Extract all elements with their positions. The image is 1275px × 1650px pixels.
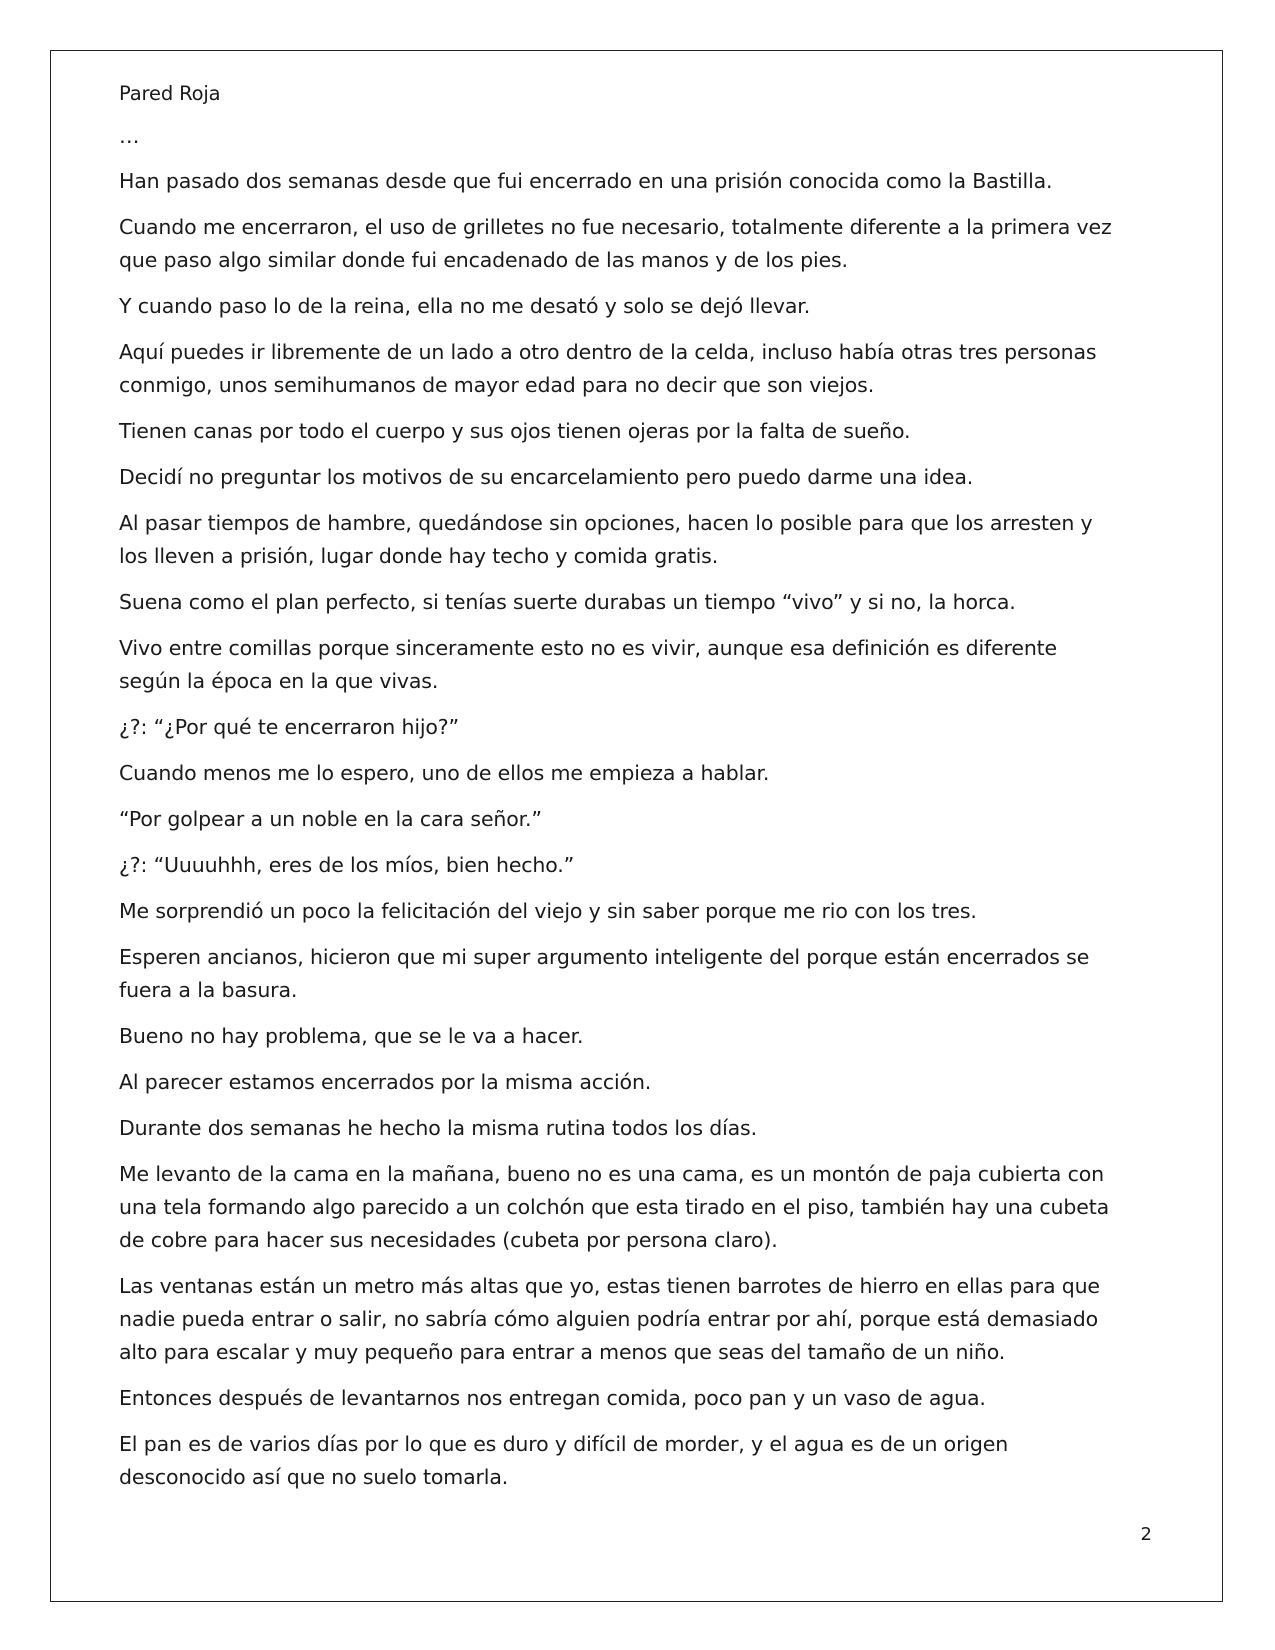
paragraph: Han pasado dos semanas desde que fui encerrado en una prisión conocida como la Bastilla. <box>119 169 1053 193</box>
paragraph: Al pasar tiempos de hambre, quedándose sin opciones, hacen lo posible para que los arresten y los lleven a prisión, lugar donde hay techo y comida gratis. <box>119 511 1093 568</box>
paragraph: Decidí no preguntar los motivos de su encarcelamiento pero puedo darme una idea. <box>119 465 974 489</box>
paragraph: Aquí puedes ir libremente de un lado a otro dentro de la celda, incluso había otras tres personas conmigo, unos semihumanos de mayor edad para no decir que son viejos. <box>119 340 1097 397</box>
paragraph: El pan es de varios días por lo que es duro y difícil de morder, y el agua es de un origen desconocido así que no suelo tomarla. <box>119 1432 1009 1489</box>
paragraph: Y cuando paso lo de la reina, ella no me desató y solo se dejó llevar. <box>119 294 811 318</box>
paragraph: Tienen canas por todo el cuerpo y sus ojos tienen ojeras por la falta de sueño. <box>119 419 911 443</box>
paragraph: ¿?: “Uuuuhhh, eres de los míos, bien hecho.” <box>119 853 575 877</box>
paragraph: Durante dos semanas he hecho la misma rutina todos los días. <box>119 1116 757 1140</box>
page-number: 2 <box>1140 1524 1152 1545</box>
paragraph: Entonces después de levantarnos nos entregan comida, poco pan y un vaso de agua. <box>119 1386 986 1410</box>
paragraph: Las ventanas están un metro más altas que yo, estas tienen barrotes de hierro en ellas para que nadie pueda entrar o salir, no sabría cómo alguien podría entrar por ahí, porque está demasiado alto para escalar y muy pequeño para entrar a menos que seas del tamaño de un niño. <box>119 1274 1100 1364</box>
paragraph: Me levanto de la cama en la mañana, bueno no es una cama, es un montón de paja cubierta con una tela formando algo parecido a un colchón que esta tirado en el piso, también hay una cubeta de cobre para hacer sus necesidades (cubeta por persona claro). <box>119 1162 1110 1252</box>
paragraph: Esperen ancianos, hicieron que mi super argumento inteligente del porque están encerrados se fuera a la basura. <box>119 945 1090 1002</box>
paragraph: Suena como el plan perfecto, si tenías suerte durabas un tiempo “vivo” y si no, la horca. <box>119 590 1016 614</box>
paragraph: “Por golpear a un noble en la cara señor.” <box>119 807 542 831</box>
paragraph: Vivo entre comillas porque sinceramente esto no es vivir, aunque esa definición es diferente según la época en la que vivas. <box>119 636 1058 693</box>
paragraph: Me sorprendió un poco la felicitación del viejo y sin saber porque me rio con los tres. <box>119 899 977 923</box>
paragraph: Bueno no hay problema, que se le va a hacer. <box>119 1024 584 1048</box>
paragraph: Cuando menos me lo espero, uno de ellos me empieza a hablar. <box>119 761 770 785</box>
document-header: Pared Roja <box>119 82 221 105</box>
paragraph: ¿?: “¿Por qué te encerraron hijo?” <box>119 715 460 739</box>
page-frame <box>50 50 1223 1602</box>
document-body <box>119 79 1119 1507</box>
paragraph: Al parecer estamos encerrados por la misma acción. <box>119 1070 652 1094</box>
ellipsis-line: … <box>119 124 140 148</box>
paragraph: Cuando me encerraron, el uso de grilletes no fue necesario, totalmente diferente a la primera vez que paso algo similar donde fui encadenado de las manos y de los pies. <box>119 215 1112 272</box>
